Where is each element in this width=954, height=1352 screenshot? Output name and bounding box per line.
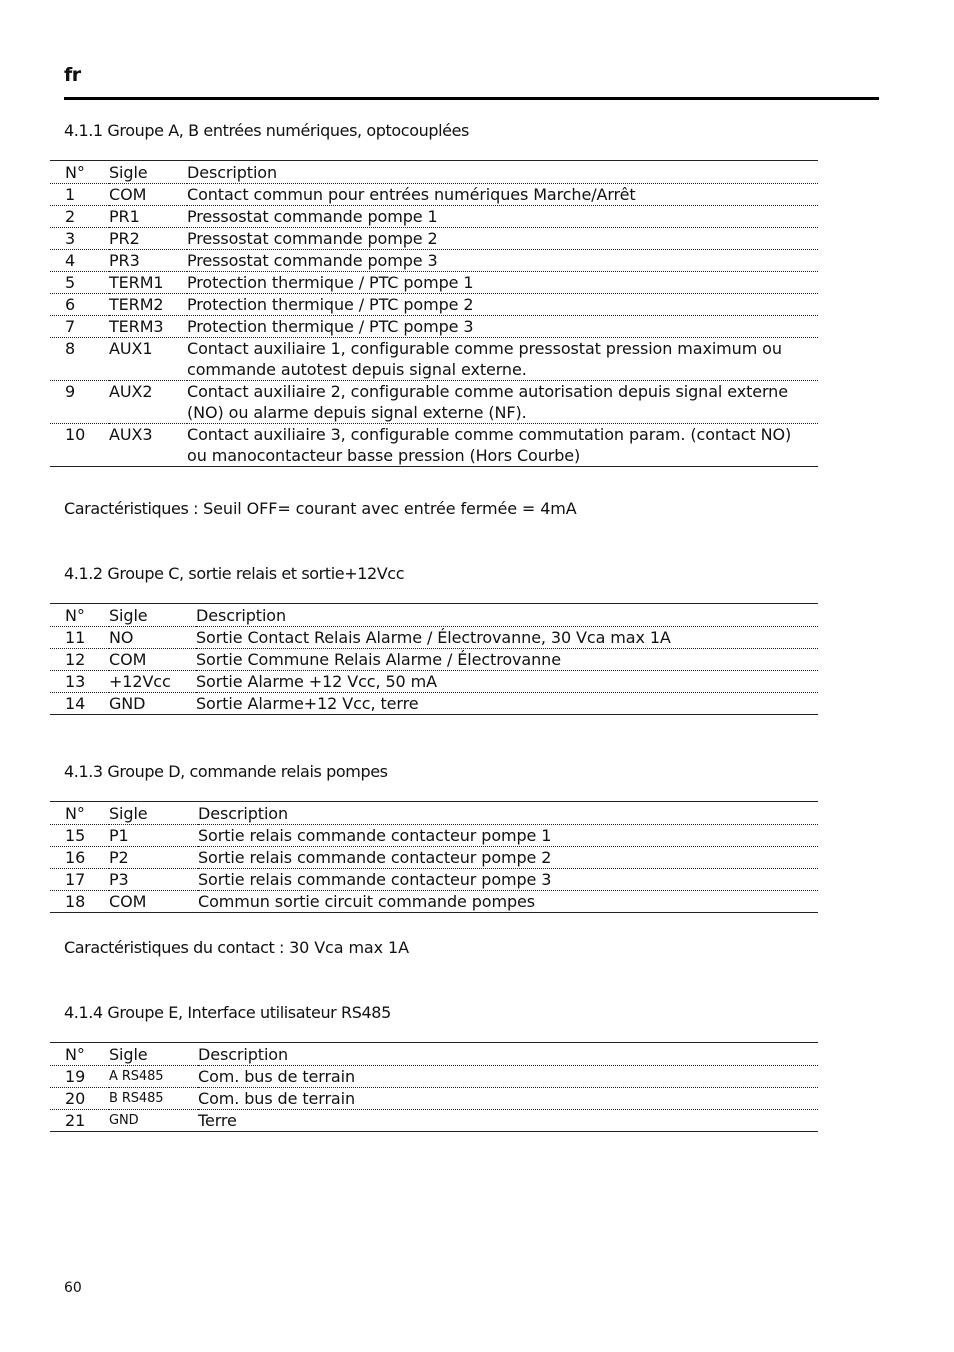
cell-n: 18 [65, 892, 86, 911]
table-row [50, 1066, 818, 1088]
cell-sigle: NO [109, 627, 196, 649]
cell-n: 21 [65, 1111, 86, 1130]
cell-sigle: TERM3 [109, 316, 187, 338]
cell-n: 7 [50, 316, 109, 338]
table-groupe-e [50, 1042, 818, 1132]
cell-description: Protection thermique / PTC pompe 3 [187, 316, 818, 338]
cell-n: 5 [50, 272, 109, 294]
table-row [50, 671, 818, 693]
cell-sigle: TERM2 [109, 294, 187, 316]
cell-description: Sortie relais commande contacteur pompe 1 [198, 825, 818, 847]
table-row [50, 316, 818, 338]
cell-sigle: AUX1 [109, 338, 187, 381]
cell-sigle: COM [109, 184, 187, 206]
cell-n: 4 [50, 250, 109, 272]
cell-n: 14 [65, 694, 86, 713]
cell-n: 1 [50, 184, 109, 206]
cell-n: 15 [50, 825, 109, 847]
cell-description: Sortie Alarme +12 Vcc, 50 mA [196, 671, 818, 693]
col-header-sigle: Sigle [109, 161, 187, 184]
table-groupe-a-b [50, 160, 818, 467]
cell-sigle: +12Vcc [109, 671, 196, 693]
cell-n: 9 [50, 381, 109, 424]
cell-sigle: COM [109, 892, 147, 911]
cell-description: Com. bus de terrain [198, 1088, 818, 1110]
table-row [50, 381, 818, 424]
cell-sigle: B RS485 [109, 1088, 198, 1110]
cell-sigle: PR3 [109, 250, 187, 272]
cell-description: Pressostat commande pompe 3 [187, 250, 818, 272]
cell-description: Contact auxiliaire 1, configurable comme pressostat pression maximum ou commande autotest depuis signal externe. [187, 338, 818, 381]
cell-n: 2 [50, 206, 109, 228]
table-row [50, 228, 818, 250]
col-header-n: N° [50, 802, 109, 825]
table-row [50, 250, 818, 272]
cell-description: Contact auxiliaire 3, configurable comme commutation param. (contact NO) ou manocontacteur basse pression (Hors Courbe) [187, 425, 792, 465]
cell-n: 13 [50, 671, 109, 693]
cell-sigle: TERM1 [109, 272, 187, 294]
cell-n: 17 [50, 869, 109, 891]
section-title-4-1-2: 4.1.2 Groupe C, sortie relais et sortie+12Vcc [64, 564, 405, 583]
cell-sigle: AUX3 [109, 425, 153, 444]
table-row [50, 338, 818, 381]
table-row [50, 825, 818, 847]
col-header-description: Description [198, 802, 818, 825]
cell-n: 11 [50, 627, 109, 649]
table-groupe-c [50, 603, 818, 715]
table-row [50, 891, 818, 913]
table-header-row [50, 604, 818, 627]
cell-description: Commun sortie circuit commande pompes [198, 892, 536, 911]
table-header-row [50, 802, 818, 825]
cell-description: Sortie relais commande contacteur pompe 3 [198, 869, 818, 891]
table-row [50, 1088, 818, 1110]
section-title-4-1-1: 4.1.1 Groupe A, B entrées numériques, optocouplées [64, 121, 469, 140]
table-header-row [50, 161, 818, 184]
table-row [50, 272, 818, 294]
col-header-description: Description [196, 604, 818, 627]
table-row [50, 206, 818, 228]
page-number: 60 [64, 1280, 82, 1296]
cell-n: 16 [50, 847, 109, 869]
table-row [50, 847, 818, 869]
col-header-n: N° [50, 161, 109, 184]
language-code: fr [64, 64, 81, 86]
cell-n: 6 [50, 294, 109, 316]
table-row [50, 693, 818, 715]
table-row [50, 424, 818, 467]
table-row [50, 627, 818, 649]
col-header-n: N° [50, 1043, 109, 1066]
note-value: Seuil OFF= courant avec entrée fermée = 4mA [203, 499, 577, 518]
cell-description: Terre [198, 1111, 237, 1130]
cell-description: Sortie Contact Relais Alarme / Électrovanne, 30 Vca max 1A [196, 627, 818, 649]
note-label: Caractéristiques : [64, 499, 199, 518]
section-title-4-1-4: 4.1.4 Groupe E, Interface utilisateur RS485 [64, 1003, 391, 1022]
cell-description: Contact auxiliaire 2, configurable comme autorisation depuis signal externe (NO) ou alarme depuis signal externe (NF). [187, 381, 818, 424]
note-label: Caractéristiques du contact : [64, 938, 285, 957]
table-groupe-d [50, 801, 818, 913]
cell-description: Protection thermique / PTC pompe 2 [187, 294, 818, 316]
table-row [50, 649, 818, 671]
col-header-sigle: Sigle [109, 802, 198, 825]
col-header-description: Description [198, 1043, 818, 1066]
cell-sigle: GND [109, 694, 146, 713]
table-row [50, 184, 818, 206]
cell-sigle: P2 [109, 847, 198, 869]
cell-n: 20 [50, 1088, 109, 1110]
section-title-4-1-3: 4.1.3 Groupe D, commande relais pompes [64, 762, 388, 781]
cell-n: 19 [50, 1066, 109, 1088]
cell-description: Pressostat commande pompe 2 [187, 228, 818, 250]
cell-description: Sortie Alarme+12 Vcc, terre [196, 694, 419, 713]
characteristics-note-1 [64, 499, 577, 518]
cell-sigle: PR1 [109, 206, 187, 228]
cell-sigle: P1 [109, 825, 198, 847]
table-header-row [50, 1043, 818, 1066]
cell-sigle: PR2 [109, 228, 187, 250]
cell-n: 12 [50, 649, 109, 671]
note-value: 30 Vca max 1A [289, 938, 409, 957]
cell-description: Contact commun pour entrées numériques Marche/Arrêt [187, 184, 818, 206]
cell-description: Sortie relais commande contacteur pompe 2 [198, 847, 818, 869]
cell-description: Pressostat commande pompe 1 [187, 206, 818, 228]
cell-description: Sortie Commune Relais Alarme / Électrovanne [196, 649, 818, 671]
col-header-description: Description [187, 161, 818, 184]
cell-sigle: AUX2 [109, 381, 187, 424]
table-row [50, 869, 818, 891]
col-header-sigle: Sigle [109, 604, 196, 627]
cell-description: Protection thermique / PTC pompe 1 [187, 272, 818, 294]
cell-n: 8 [50, 338, 109, 381]
characteristics-note-2 [64, 938, 409, 957]
col-header-n: N° [50, 604, 109, 627]
cell-n: 10 [65, 425, 86, 444]
cell-sigle: P3 [109, 869, 198, 891]
table-row [50, 1110, 818, 1132]
cell-sigle: A RS485 [109, 1066, 198, 1088]
cell-sigle: GND [109, 1113, 139, 1128]
cell-n: 3 [50, 228, 109, 250]
col-header-sigle: Sigle [109, 1043, 198, 1066]
table-row [50, 294, 818, 316]
cell-description: Com. bus de terrain [198, 1066, 818, 1088]
cell-sigle: COM [109, 649, 196, 671]
header-rule [64, 97, 879, 100]
